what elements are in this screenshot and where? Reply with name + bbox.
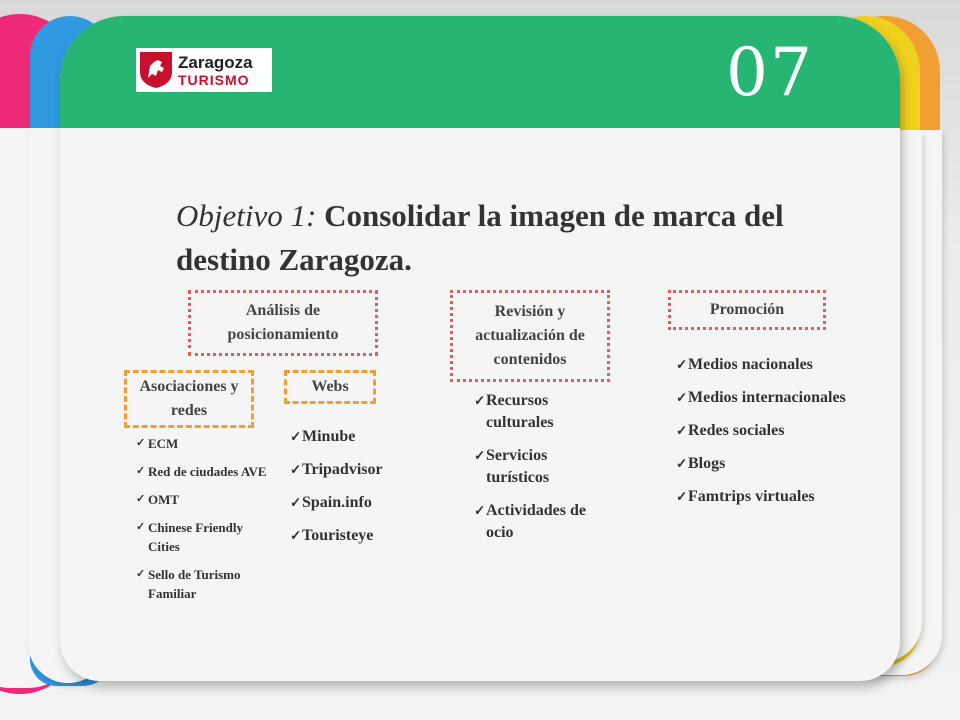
list-item: ✓ Redes sociales [676,420,852,442]
zaragoza-turismo-logo [136,48,272,92]
list-asociaciones [136,434,268,612]
list-webs [290,426,430,558]
title-text: Consolidar la imagen de marca del destino Zaragoza. [176,198,784,277]
list-item: ✓ Touristeye [290,525,430,547]
list-item: ✓ Servicios turísticos [474,445,614,489]
list-item: ✓ Medios internacionales [676,387,852,409]
list-item: ✓ Actividades de ocio [474,500,614,544]
box-webs [284,370,376,404]
list-revision [474,390,614,555]
list-item: ✓ Famtrips virtuales [676,486,852,508]
slide-title [176,194,856,282]
list-item: ✓ Red de ciudades AVE [136,462,268,481]
box-revision-label: Revisión y actualización de contenidos [475,303,585,368]
slide-card [60,16,900,681]
list-item: ✓ ECM [136,434,268,453]
lion-seal-icon [138,50,174,90]
logo-line-turismo: TURISMO [178,71,250,88]
logo-line-zaragoza: Zaragoza [178,52,253,72]
list-item: ✓ Chinese Friendly Cities [136,518,268,556]
box-analisis-label: Análisis de posicionamiento [227,302,339,343]
list-item: ✓ Recursos culturales [474,390,614,434]
list-item: ✓ Spain.info [290,492,430,514]
box-asociaciones-label: Asociaciones y redes [139,378,239,419]
list-item: ✓ Minube [290,426,430,448]
box-promocion [668,290,826,330]
box-asociaciones-redes [124,370,254,428]
title-prefix: Objetivo 1: [176,198,317,233]
box-promocion-label: Promoción [709,301,785,318]
list-item: ✓ Medios nacionales [676,354,852,376]
box-revision-contenidos [450,290,610,382]
box-webs-label: Webs [311,378,349,395]
list-promocion [676,354,852,519]
list-item: ✓ Sello de Turismo Familiar [136,565,268,603]
slide-number: 07 [726,34,814,111]
list-item: ✓ OMT [136,490,268,509]
list-item: ✓ Blogs [676,453,852,475]
box-analisis-posicionamiento [188,290,378,356]
list-item: ✓ Tripadvisor [290,459,430,481]
